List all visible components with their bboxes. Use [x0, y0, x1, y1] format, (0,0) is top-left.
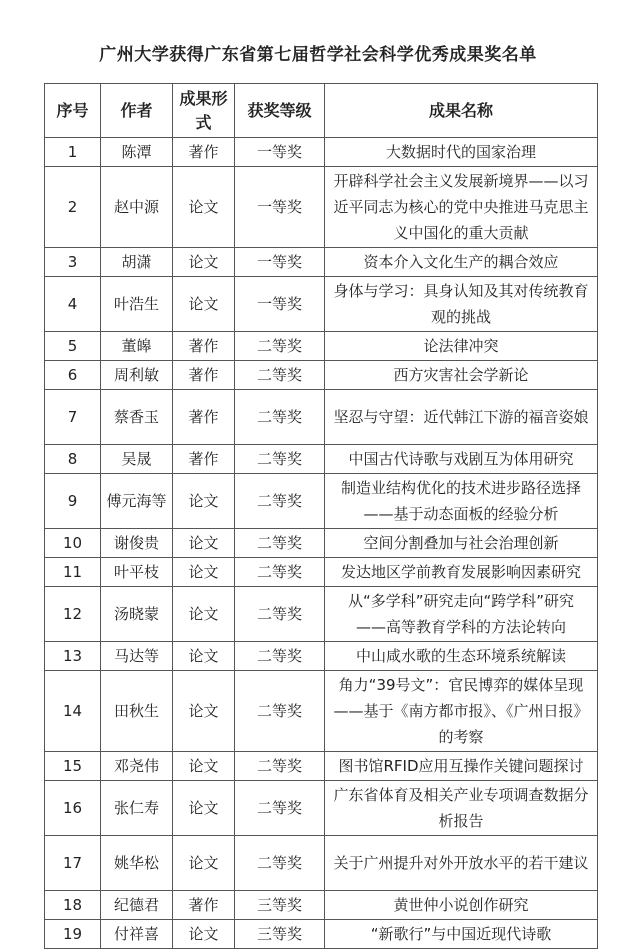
cell-title: 论法律冲突 — [325, 332, 598, 361]
cell-author: 付祥喜 — [101, 920, 173, 949]
cell-level: 二等奖 — [235, 781, 325, 836]
cell-title: 中山咸水歌的生态环境系统解读 — [325, 642, 598, 671]
cell-title: 关于广州提升对外开放水平的若干建议 — [325, 836, 598, 891]
cell-author: 谢俊贵 — [101, 529, 173, 558]
cell-title: 从“多学科”研究走向“跨学科”研究——高等教育学科的方法论转向 — [325, 587, 598, 642]
cell-number: 19 — [45, 920, 101, 949]
table-row — [45, 642, 598, 671]
cell-form: 著作 — [173, 138, 235, 167]
cell-level: 二等奖 — [235, 445, 325, 474]
cell-number: 6 — [45, 361, 101, 390]
cell-form: 著作 — [173, 445, 235, 474]
cell-title: 中国古代诗歌与戏剧互为体用研究 — [325, 445, 598, 474]
table-row — [45, 558, 598, 587]
cell-number: 13 — [45, 642, 101, 671]
table-row — [45, 167, 598, 248]
cell-title: “新歌行”与中国近现代诗歌 — [325, 920, 598, 949]
cell-form: 论文 — [173, 671, 235, 752]
table-row — [45, 587, 598, 642]
cell-form: 论文 — [173, 752, 235, 781]
cell-author: 张仁寿 — [101, 781, 173, 836]
cell-author: 马达等 — [101, 642, 173, 671]
cell-form: 著作 — [173, 361, 235, 390]
cell-number: 14 — [45, 671, 101, 752]
table-row — [45, 920, 598, 949]
table-header-row — [45, 84, 598, 138]
cell-author: 汤晓蒙 — [101, 587, 173, 642]
cell-number: 12 — [45, 587, 101, 642]
page-title: 广州大学获得广东省第七届哲学社会科学优秀成果奖名单 — [99, 45, 537, 65]
cell-author: 叶浩生 — [101, 277, 173, 332]
cell-number: 3 — [45, 248, 101, 277]
cell-author: 蔡香玉 — [101, 390, 173, 445]
cell-form: 论文 — [173, 587, 235, 642]
cell-author: 董皞 — [101, 332, 173, 361]
cell-level: 三等奖 — [235, 920, 325, 949]
cell-author: 周利敏 — [101, 361, 173, 390]
cell-level: 二等奖 — [235, 558, 325, 587]
cell-form: 论文 — [173, 167, 235, 248]
cell-form: 论文 — [173, 920, 235, 949]
cell-level: 二等奖 — [235, 332, 325, 361]
cell-title: 西方灾害社会学新论 — [325, 361, 598, 390]
cell-title: 发达地区学前教育发展影响因素研究 — [325, 558, 598, 587]
cell-number: 8 — [45, 445, 101, 474]
cell-form: 论文 — [173, 248, 235, 277]
header-number: 序号 — [45, 84, 101, 138]
cell-number: 17 — [45, 836, 101, 891]
header-title: 成果名称 — [325, 84, 598, 138]
cell-form: 著作 — [173, 390, 235, 445]
cell-number: 7 — [45, 390, 101, 445]
cell-number: 16 — [45, 781, 101, 836]
cell-author: 叶平枝 — [101, 558, 173, 587]
cell-number: 1 — [45, 138, 101, 167]
cell-number: 2 — [45, 167, 101, 248]
cell-level: 一等奖 — [235, 138, 325, 167]
table-row — [45, 332, 598, 361]
table-row — [45, 836, 598, 891]
cell-form: 论文 — [173, 642, 235, 671]
cell-title: 大数据时代的国家治理 — [325, 138, 598, 167]
cell-number: 11 — [45, 558, 101, 587]
table-row — [45, 891, 598, 920]
cell-form: 论文 — [173, 529, 235, 558]
table-row — [45, 277, 598, 332]
cell-level: 一等奖 — [235, 248, 325, 277]
cell-title: 资本介入文化生产的耦合效应 — [325, 248, 598, 277]
cell-form: 论文 — [173, 836, 235, 891]
cell-author: 吴晟 — [101, 445, 173, 474]
table-row — [45, 781, 598, 836]
cell-title: 开辟科学社会主义发展新境界——以习近平同志为核心的党中央推进马克思主义中国化的重大贡献 — [325, 167, 598, 248]
cell-title: 身体与学习：具身认知及其对传统教育观的挑战 — [325, 277, 598, 332]
cell-level: 二等奖 — [235, 587, 325, 642]
cell-level: 一等奖 — [235, 277, 325, 332]
cell-form: 论文 — [173, 781, 235, 836]
cell-author: 邓尧伟 — [101, 752, 173, 781]
cell-author: 赵中源 — [101, 167, 173, 248]
table-row — [45, 361, 598, 390]
header-form: 成果形式 — [173, 84, 235, 138]
cell-title: 图书馆RFID应用互操作关键问题探讨 — [325, 752, 598, 781]
cell-level: 二等奖 — [235, 390, 325, 445]
table-row — [45, 445, 598, 474]
cell-level: 二等奖 — [235, 642, 325, 671]
cell-author: 纪德君 — [101, 891, 173, 920]
cell-level: 二等奖 — [235, 836, 325, 891]
cell-title: 黄世仲小说创作研究 — [325, 891, 598, 920]
table-row — [45, 529, 598, 558]
awards-table — [44, 83, 598, 949]
cell-author: 陈潭 — [101, 138, 173, 167]
cell-number: 10 — [45, 529, 101, 558]
cell-form: 论文 — [173, 277, 235, 332]
table-row — [45, 752, 598, 781]
cell-title: 角力“39号文”：官民博弈的媒体呈现——基于《南方都市报》、《广州日报》的考察 — [325, 671, 598, 752]
cell-author: 姚华松 — [101, 836, 173, 891]
cell-title: 坚忍与守望：近代韩江下游的福音姿娘 — [325, 390, 598, 445]
cell-title: 空间分割叠加与社会治理创新 — [325, 529, 598, 558]
cell-form: 论文 — [173, 474, 235, 529]
cell-level: 二等奖 — [235, 529, 325, 558]
cell-level: 二等奖 — [235, 752, 325, 781]
cell-level: 二等奖 — [235, 671, 325, 752]
cell-number: 18 — [45, 891, 101, 920]
table-row — [45, 248, 598, 277]
table-row — [45, 474, 598, 529]
cell-author: 田秋生 — [101, 671, 173, 752]
cell-form: 著作 — [173, 332, 235, 361]
table-row — [45, 390, 598, 445]
cell-author: 傅元海等 — [101, 474, 173, 529]
cell-level: 二等奖 — [235, 474, 325, 529]
header-level: 获奖等级 — [235, 84, 325, 138]
cell-form: 论文 — [173, 558, 235, 587]
table-row — [45, 671, 598, 752]
cell-author: 胡潇 — [101, 248, 173, 277]
cell-number: 15 — [45, 752, 101, 781]
cell-number: 4 — [45, 277, 101, 332]
cell-title: 制造业结构优化的技术进步路径选择——基于动态面板的经验分析 — [325, 474, 598, 529]
cell-form: 著作 — [173, 891, 235, 920]
cell-level: 一等奖 — [235, 167, 325, 248]
table-row — [45, 138, 598, 167]
cell-number: 5 — [45, 332, 101, 361]
cell-number: 9 — [45, 474, 101, 529]
cell-level: 二等奖 — [235, 361, 325, 390]
cell-title: 广东省体育及相关产业专项调查数据分析报告 — [325, 781, 598, 836]
cell-level: 三等奖 — [235, 891, 325, 920]
header-author: 作者 — [101, 84, 173, 138]
